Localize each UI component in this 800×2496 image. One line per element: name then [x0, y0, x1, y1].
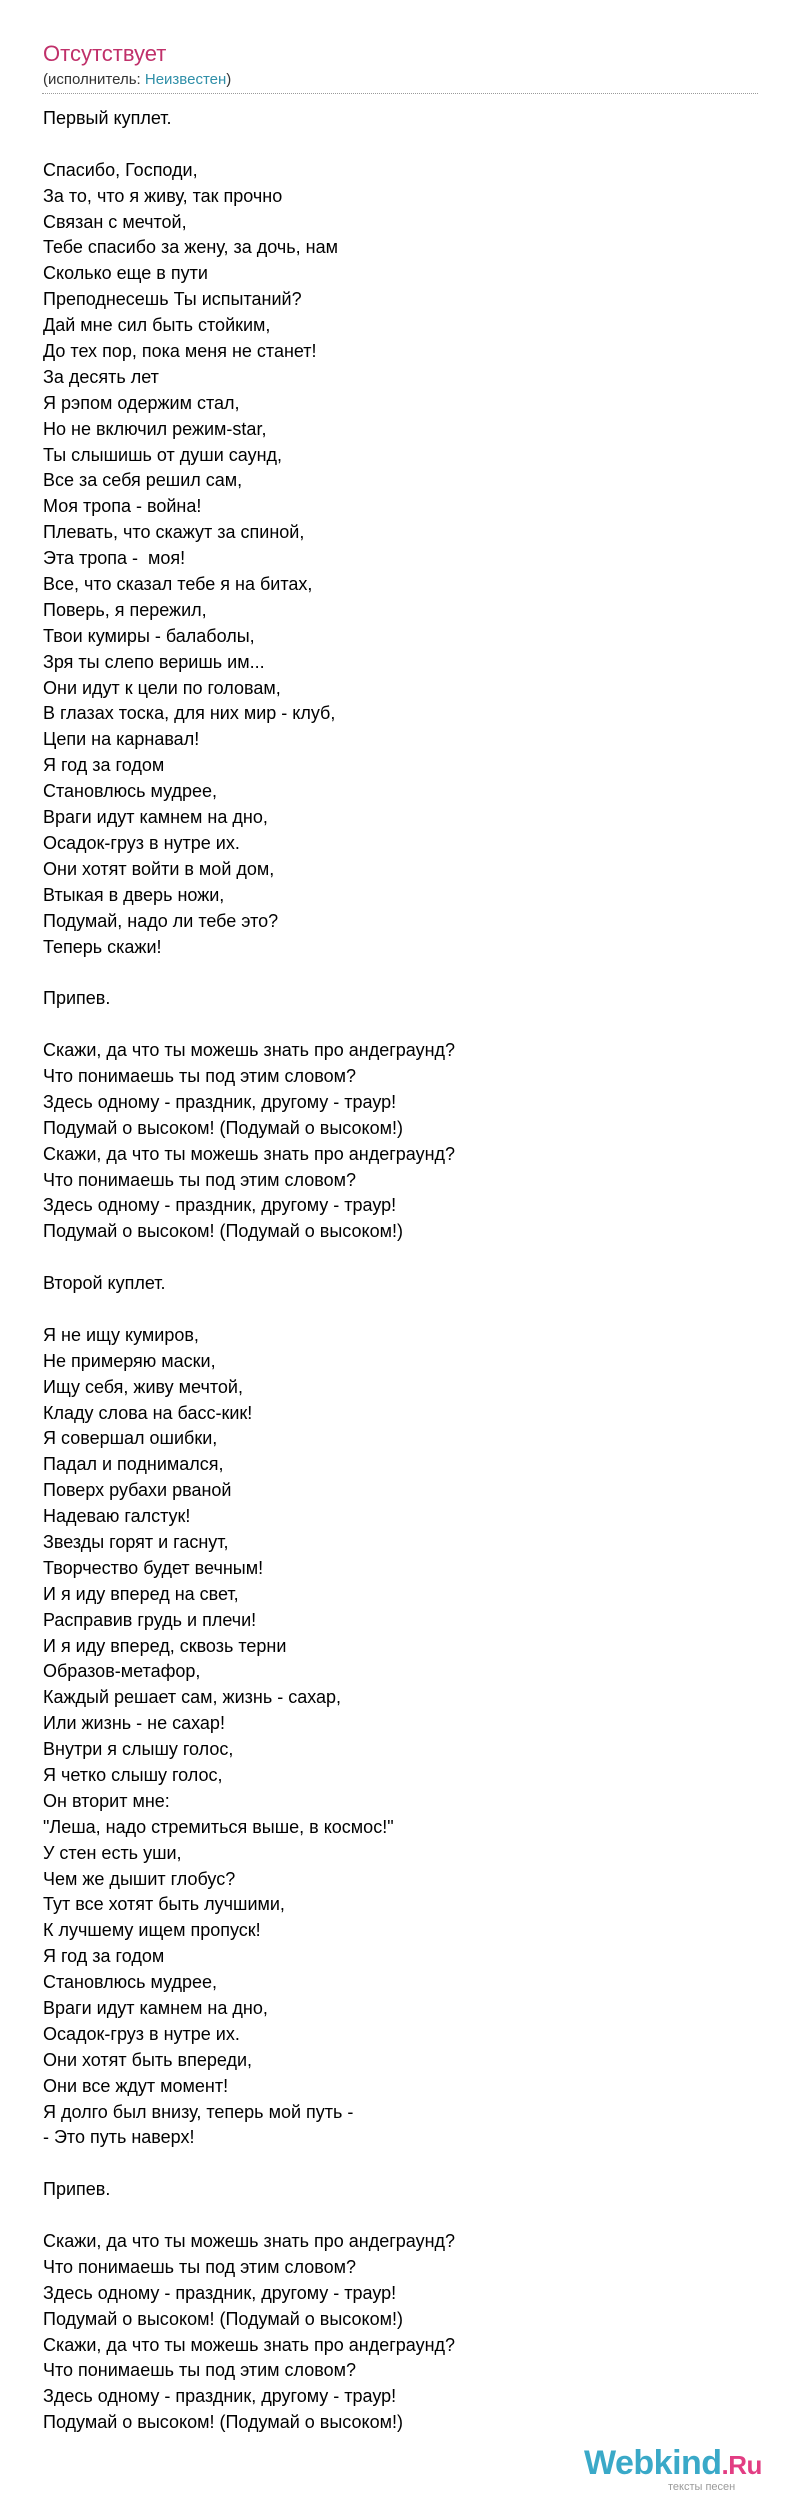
lyric-line: Связан с мечтой,: [43, 211, 187, 232]
lyric-line: Подумай о высоком! (Подумай о высоком!): [43, 1221, 403, 1242]
logo-tagline: тексты песен: [668, 2481, 736, 2493]
lyric-line: Я год за годом: [43, 755, 165, 776]
lyric-line: Здесь одному - праздник, другому - траур!: [43, 2282, 397, 2303]
lyric-line: Подумай о высоком! (Подумай о высоком!): [43, 1117, 403, 1138]
lyric-line: Цепи на карнавал!: [43, 729, 200, 750]
blank-line: [43, 960, 763, 986]
lyric-line: Они хотят войти в мой дом,: [43, 858, 275, 879]
lyric-line: Они идут к цели по головам,: [43, 677, 281, 698]
lyric-line: Чем же дышит глобус?: [43, 1868, 236, 1889]
lyric-line: Я четко слышу голос,: [43, 1765, 223, 1785]
blank-line: [43, 132, 763, 158]
lyric-line: Поверх рубахи рваной: [43, 1480, 232, 1501]
lyric-line: Звезды горят и гаснут,: [43, 1531, 229, 1552]
lyric-line: Подумай о высоком! (Подумай о высоком!): [43, 2412, 403, 2433]
lyric-line: Припев.: [43, 2179, 111, 2200]
lyric-line: Припев.: [43, 988, 111, 1009]
lyric-line: Творчество будет вечным!: [43, 1557, 264, 1578]
logo-wordmark: [584, 2443, 762, 2485]
lyric-line: Но не включил режим-star,: [43, 418, 267, 439]
lyric-line: Я год за годом: [43, 1946, 165, 1967]
page-title: Отсутствует: [43, 41, 167, 66]
lyric-line: Зря ты слепо веришь им...: [43, 651, 265, 672]
lyric-line: За десять лет: [43, 366, 159, 387]
lyric-line: Или жизнь - не сахар!: [43, 1713, 225, 1734]
lyric-line: Преподнесешь Ты испытаний?: [43, 289, 302, 310]
lyric-line: Что понимаешь ты под этим словом?: [43, 2256, 357, 2277]
lyric-line: Моя тропа - война!: [43, 496, 202, 517]
blank-line: [43, 1297, 763, 1323]
site-logo[interactable]: [584, 2443, 784, 2493]
lyric-line: Становлюсь мудрее,: [43, 781, 218, 802]
lyrics-text: [43, 106, 763, 2436]
lyric-line: Не примеряю маски,: [43, 1350, 216, 1371]
lyric-line: Втыкая в дверь ножи,: [43, 884, 225, 905]
lyric-line: И я иду вперед на свет,: [43, 1583, 239, 1604]
lyric-line: Надеваю галстук!: [43, 1506, 191, 1527]
lyric-line: Падал и поднимался,: [43, 1454, 224, 1475]
lyric-line: Скажи, да что ты можешь знать про андеграунд?: [43, 1040, 456, 1061]
lyric-line: Все за себя решил сам,: [43, 470, 243, 491]
blank-line: [43, 2203, 763, 2229]
lyric-line: Эта тропа - моя!: [43, 548, 186, 569]
lyric-line: Твои кумиры - балаболы,: [43, 625, 255, 646]
lyric-line: Первый куплет.: [43, 108, 172, 128]
lyric-line: Здесь одному - праздник, другому - траур!: [43, 2386, 397, 2407]
lyric-line: "Леша, надо стремиться выше, в космос!": [43, 1816, 394, 1837]
lyric-line: Я долго был внизу, теперь мой путь -: [43, 2101, 354, 2122]
lyric-line: - Это путь наверх!: [43, 2127, 195, 2148]
lyric-line: Второй куплет.: [43, 1273, 166, 1294]
lyric-line: Я рэпом одержим стал,: [43, 392, 240, 413]
lyric-line: Дай мне сил быть стойким,: [43, 315, 271, 336]
lyric-line: Они все ждут момент!: [43, 2075, 229, 2096]
lyric-line: Все, что сказал тебе я на битах,: [43, 574, 313, 595]
lyric-line: Он вторит мне:: [43, 1790, 170, 1811]
lyric-line: У стен есть уши,: [43, 1842, 182, 1863]
lyric-line: Подумай о высоком! (Подумай о высоком!): [43, 2308, 403, 2329]
lyric-line: Сколько еще в пути: [43, 263, 208, 284]
artist-line: [43, 70, 231, 90]
lyric-line: Враги идут камнем на дно,: [43, 1998, 268, 2019]
lyric-line: Образов-метафор,: [43, 1661, 201, 1682]
logo-name: Webkind: [584, 2444, 722, 2482]
logo-tld: .Ru: [721, 2450, 762, 2480]
lyric-line: Расправив грудь и плечи!: [43, 1609, 257, 1630]
lyric-line: Осадок-груз в нутре их.: [43, 2023, 240, 2044]
lyric-line: Тут все хотят быть лучшими,: [43, 1894, 285, 1915]
lyric-line: Скажи, да что ты можешь знать про андеграунд?: [43, 1143, 456, 1164]
blank-line: [43, 1245, 763, 1271]
lyric-line: Подумай, надо ли тебе это?: [43, 910, 279, 931]
lyric-line: Что понимаешь ты под этим словом?: [43, 1065, 357, 1086]
lyric-line: Становлюсь мудрее,: [43, 1972, 218, 1993]
artist-prefix: (исполнитель:: [43, 71, 145, 88]
lyric-line: Тебе спасибо за жену, за дочь, нам: [43, 237, 338, 258]
lyric-line: Я совершал ошибки,: [43, 1428, 218, 1449]
lyric-line: Скажи, да что ты можешь знать про андеграунд?: [43, 2231, 456, 2252]
lyric-line: Ищу себя, живу мечтой,: [43, 1376, 243, 1397]
lyric-line: Осадок-груз в нутре их.: [43, 832, 240, 853]
lyric-line: До тех пор, пока меня не станет!: [43, 341, 317, 362]
lyric-line: Внутри я слышу голос,: [43, 1739, 234, 1760]
lyric-line: Плевать, что скажут за спиной,: [43, 522, 305, 543]
lyric-line: Поверь, я пережил,: [43, 599, 207, 620]
blank-line: [43, 1012, 763, 1038]
lyric-line: Здесь одному - праздник, другому - траур!: [43, 1195, 397, 1216]
lyric-line: Каждый решает сам, жизнь - сахар,: [43, 1687, 342, 1708]
lyric-line: Я не ищу кумиров,: [43, 1324, 199, 1345]
lyric-line: Кладу слова на басс-кик!: [43, 1402, 253, 1423]
lyric-line: Что понимаешь ты под этим словом?: [43, 2360, 357, 2381]
lyric-line: Враги идут камнем на дно,: [43, 807, 268, 828]
lyric-line: Здесь одному - праздник, другому - траур!: [43, 1091, 397, 1112]
artist-link[interactable]: Неизвестен: [144, 71, 227, 88]
lyric-line: Теперь скажи!: [43, 936, 162, 957]
header-divider: [42, 93, 758, 94]
blank-line: [43, 2151, 763, 2177]
lyric-line: Они хотят быть впереди,: [43, 2049, 253, 2070]
lyric-line: Ты слышишь от души саунд,: [43, 444, 283, 465]
lyric-line: К лучшему ищем пропуск!: [43, 1920, 261, 1941]
lyric-line: Что понимаешь ты под этим словом?: [43, 1169, 357, 1190]
lyric-line: За то, что я живу, так прочно: [43, 185, 283, 206]
lyric-line: Спасибо, Господи,: [43, 159, 198, 180]
lyric-line: В глазах тоска, для них мир - клуб,: [43, 703, 336, 724]
lyric-line: И я иду вперед, сквозь терни: [43, 1635, 287, 1656]
artist-suffix: ): [226, 71, 232, 88]
lyric-line: Скажи, да что ты можешь знать про андеграунд?: [43, 2334, 456, 2355]
